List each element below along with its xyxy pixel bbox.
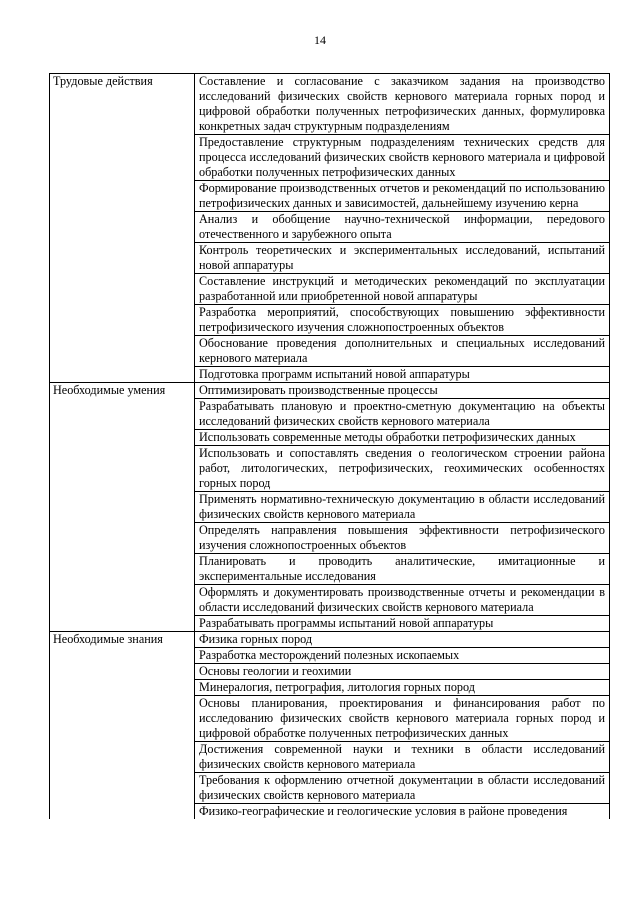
- competency-table: [49, 73, 610, 819]
- section-item: Разработка месторождений полезных ископаемых: [195, 648, 610, 664]
- section-label-continuation: [50, 492, 195, 523]
- table-row: [50, 804, 610, 820]
- section-item: Требования к оформлению отчетной документации в области исследований физических свойств кернового материала: [195, 773, 610, 804]
- section-item: Определять направления повышения эффективности петрофизического изучения сложнопостроенных объектов: [195, 523, 610, 554]
- table-row: [50, 399, 610, 430]
- table-row: [50, 135, 610, 181]
- section-label-continuation: [50, 274, 195, 305]
- table-row: [50, 336, 610, 367]
- section-item: Подготовка программ испытаний новой аппаратуры: [195, 367, 610, 383]
- section-label-continuation: [50, 305, 195, 336]
- table-row: [50, 243, 610, 274]
- section-item: Использовать современные методы обработки петрофизических данных: [195, 430, 610, 446]
- section-item: Разработка мероприятий, способствующих повышению эффективности петрофизического изучения сложнопостроенных объектов: [195, 305, 610, 336]
- table-row: [50, 74, 610, 135]
- section-item: Разрабатывать плановую и проектно-сметную документацию на объекты исследований физических свойств кернового материала: [195, 399, 610, 430]
- section-label-continuation: [50, 585, 195, 616]
- section-label-continuation: [50, 680, 195, 696]
- section-label-continuation: [50, 664, 195, 680]
- table-row: [50, 383, 610, 399]
- section-label: Необходимые умения: [50, 383, 195, 399]
- section-item: Физико-географические и геологические условия в районе проведения: [195, 804, 610, 820]
- section-item: Предоставление структурным подразделениям технических средств для процесса исследований физических свойств кернового материала и цифровой обработки полученных петрофизических данных: [195, 135, 610, 181]
- section-item: Разрабатывать программы испытаний новой аппаратуры: [195, 616, 610, 632]
- section-item: Использовать и сопоставлять сведения о геологическом строении района работ, литологических, петрофизических, геохимических особенностях горных пород: [195, 446, 610, 492]
- table-row: [50, 648, 610, 664]
- section-item: Контроль теоретических и экспериментальных исследований, испытаний новой аппаратуры: [195, 243, 610, 274]
- section-label-continuation: [50, 181, 195, 212]
- table-row: [50, 367, 610, 383]
- table-row: [50, 305, 610, 336]
- section-label-continuation: [50, 430, 195, 446]
- section-label-continuation: [50, 773, 195, 804]
- section-label-continuation: [50, 523, 195, 554]
- section-item: Физика горных пород: [195, 632, 610, 648]
- section-item: Составление и согласование с заказчиком задания на производство исследований физических свойств кернового материала горных пород и цифровой обработки полученных петрофизических данных, формулировка конкретных задач структурным подразделениям: [195, 74, 610, 135]
- section-item: Оптимизировать производственные процессы: [195, 383, 610, 399]
- section-label-continuation: [50, 367, 195, 383]
- section-item: Основы планирования, проектирования и финансирования работ по исследованию физических свойств кернового материала горных пород и цифровой обработке полученных петрофизических данных: [195, 696, 610, 742]
- table-row: [50, 696, 610, 742]
- section-label-continuation: [50, 554, 195, 585]
- section-label-continuation: [50, 446, 195, 492]
- table-row: [50, 616, 610, 632]
- table-row: [50, 523, 610, 554]
- table-row: [50, 554, 610, 585]
- section-label-continuation: [50, 212, 195, 243]
- section-label-continuation: [50, 696, 195, 742]
- table-row: [50, 446, 610, 492]
- section-label-continuation: [50, 243, 195, 274]
- section-item: Составление инструкций и методических рекомендаций по эксплуатации разработанной или приобретенной новой аппаратуры: [195, 274, 610, 305]
- section-label-continuation: [50, 336, 195, 367]
- section-item: Минералогия, петрография, литология горных пород: [195, 680, 610, 696]
- table-row: [50, 664, 610, 680]
- section-label-continuation: [50, 399, 195, 430]
- section-label-continuation: [50, 135, 195, 181]
- table-row: [50, 212, 610, 243]
- section-item: Достижения современной науки и техники в области исследований физических свойств кернового материала: [195, 742, 610, 773]
- table-row: [50, 430, 610, 446]
- section-item: Формирование производственных отчетов и рекомендаций по использованию петрофизических данных и зависимостей, дальнейшему изучению керна: [195, 181, 610, 212]
- section-item: Оформлять и документировать производственные отчеты и рекомендации в области исследований физических свойств кернового материала: [195, 585, 610, 616]
- section-label-continuation: [50, 648, 195, 664]
- section-label-continuation: [50, 804, 195, 820]
- section-item: Применять нормативно-техническую документацию в области исследований физических свойств кернового материала: [195, 492, 610, 523]
- table-row: [50, 680, 610, 696]
- table-row: [50, 492, 610, 523]
- table-row: [50, 632, 610, 648]
- section-label-continuation: [50, 742, 195, 773]
- section-item: Основы геологии и геохимии: [195, 664, 610, 680]
- table-row: [50, 773, 610, 804]
- section-item: Анализ и обобщение научно-технической информации, передового отечественного и зарубежного опыта: [195, 212, 610, 243]
- section-label: Трудовые действия: [50, 74, 195, 135]
- table-row: [50, 181, 610, 212]
- section-label: Необходимые знания: [50, 632, 195, 648]
- section-item: Планировать и проводить аналитические, имитационные и экспериментальные исследования: [195, 554, 610, 585]
- table-row: [50, 742, 610, 773]
- table-row: [50, 585, 610, 616]
- section-label-continuation: [50, 616, 195, 632]
- competency-table-body: [50, 74, 610, 820]
- table-row: [50, 274, 610, 305]
- page-number: 14: [314, 33, 326, 47]
- section-item: Обоснование проведения дополнительных и специальных исследований кернового материала: [195, 336, 610, 367]
